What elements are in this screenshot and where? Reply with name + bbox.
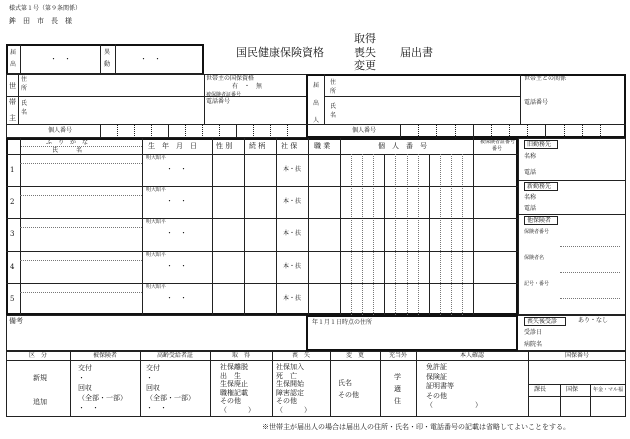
- filer-label: 届: [313, 82, 320, 89]
- householder-nhi-options[interactable]: 有 ・ 無: [232, 83, 263, 90]
- row-insurance-option[interactable]: 本・扶: [283, 294, 302, 302]
- title-option-acquire: 取得: [354, 32, 376, 45]
- hiho-item: ・: [78, 374, 85, 382]
- juutougai-item: 適: [394, 385, 401, 393]
- loss-reason: （ ）: [276, 405, 311, 414]
- change-date-input[interactable]: ・ ・: [140, 55, 161, 63]
- office-header: 高齢受給者証: [156, 352, 193, 359]
- id-check-item: 保険証: [426, 372, 447, 381]
- loss-reason: その他: [276, 397, 297, 405]
- korei-item: 交付: [146, 364, 160, 372]
- loss-reason: 死 亡: [276, 371, 297, 380]
- row-dob-input[interactable]: ・ ・: [166, 229, 187, 238]
- office-header: 喪 失: [291, 352, 310, 359]
- hiho-item: （全部・一部）: [78, 394, 127, 402]
- hiho-item: 交付: [78, 364, 92, 372]
- row-number: 5: [10, 294, 15, 303]
- col-furigana: ふ り が な: [46, 139, 89, 146]
- hiho-item: ・ ・: [78, 404, 99, 412]
- kubun-add: 追加: [33, 398, 47, 406]
- change-reason: 氏名: [338, 379, 352, 387]
- post-loss-visit-options[interactable]: あり・なし: [578, 317, 609, 324]
- id-check-item: （ ）: [426, 401, 482, 409]
- row-dob-input[interactable]: ・ ・: [166, 197, 187, 206]
- col-insurance: 社 保: [281, 142, 298, 150]
- juutougai-item: 住: [394, 397, 401, 405]
- filed-label: 届: [10, 49, 17, 56]
- title-suffix: 届出書: [400, 46, 433, 59]
- row-name-input[interactable]: [21, 261, 141, 282]
- row-insurance-option[interactable]: 本・扶: [283, 230, 302, 238]
- addressee: 鉾 田 市 長 様: [9, 17, 72, 25]
- post-loss-visit-label: 喪失後受診: [524, 317, 566, 326]
- old-employer-label: 旧勤務先: [524, 140, 558, 149]
- row-era: 明大昭平: [146, 283, 167, 290]
- row-name-input[interactable]: [21, 228, 141, 249]
- row-number: 3: [10, 230, 15, 239]
- row-number: 4: [10, 262, 15, 271]
- acquire-reason: （ ）: [220, 405, 255, 414]
- id-check-item: 証明書等: [426, 382, 454, 390]
- id-check-item: その他: [426, 391, 447, 400]
- change-reason: その他: [338, 391, 359, 399]
- acquire-reason: 職権記載: [220, 388, 248, 397]
- householder-phone-label: 電話番号: [206, 98, 231, 105]
- col-name: 氏 名: [52, 147, 83, 154]
- householder-address-label: 住: [21, 76, 28, 83]
- hiho-item: 回収: [78, 384, 92, 392]
- row-dob-input[interactable]: ・ ・: [166, 261, 187, 270]
- filed-date-input[interactable]: ・ ・: [50, 55, 71, 63]
- filer-name-label: 氏: [330, 103, 337, 110]
- row-name-input[interactable]: [21, 196, 141, 217]
- col-kojin: 個 人 番 号: [378, 142, 427, 150]
- row-dob-input[interactable]: ・ ・: [166, 165, 187, 173]
- loss-reason: 社保加入: [276, 363, 304, 371]
- householder-name-label: 氏: [21, 100, 28, 107]
- change-label: 異: [104, 49, 111, 56]
- korei-item: ・: [146, 374, 153, 382]
- title-option-change: 変更: [354, 59, 376, 72]
- other-insurer-label: 他保険者: [524, 216, 558, 225]
- office-header: 取 得: [231, 352, 250, 359]
- new-employer-label: 新勤務先: [524, 182, 558, 191]
- juutougai-item: 学: [394, 373, 401, 381]
- office-header: 被保険者: [92, 352, 117, 359]
- kubun-new: 新規: [33, 374, 47, 382]
- form-title: 国民健康保険資格: [236, 46, 324, 59]
- acquire-reason: 社保離脱: [220, 363, 248, 371]
- filer-kojin-label: 個人番号: [352, 127, 377, 134]
- title-option-lose: 喪失: [354, 46, 376, 59]
- row-name-input[interactable]: [21, 164, 141, 185]
- loss-reason: 生保開始: [276, 380, 304, 388]
- row-dob-input[interactable]: ・ ・: [166, 293, 187, 302]
- footnote: ※世帯主が届出人の場合は届出人の住所・氏名・印・電話番号の記載は省略してよいことをする。: [262, 423, 570, 431]
- loss-reason: 障害認定: [276, 388, 304, 397]
- korei-item: （全部・一部）: [146, 394, 195, 402]
- id-check-item: 免許証: [426, 363, 447, 371]
- householder-nhi-question: 世帯主の国保資格: [206, 75, 255, 82]
- office-chief-label: 課長: [534, 386, 547, 393]
- filer-phone-label: 電話番号: [524, 99, 549, 106]
- row-era: 明大昭平: [146, 219, 167, 226]
- office-header: 変 更: [345, 352, 364, 359]
- row-insurance-option[interactable]: 本・扶: [283, 198, 302, 206]
- row-number: 1: [10, 166, 15, 174]
- col-occupation: 職 業: [314, 142, 331, 150]
- remarks-label: 備考: [9, 317, 23, 325]
- row-insurance-option[interactable]: 本・扶: [283, 166, 302, 173]
- householder-label: 世: [9, 82, 16, 90]
- row-insurance-option[interactable]: 本・扶: [283, 262, 302, 270]
- form-number: 様式第１号（第９条関係）: [9, 5, 82, 12]
- office-header: 国保番号: [564, 352, 589, 359]
- col-insured-no: 被保険者証番号: [480, 139, 516, 145]
- row-era: 明大昭平: [146, 187, 167, 194]
- acquire-reason: その他: [220, 397, 241, 405]
- korei-item: 回収: [146, 384, 160, 392]
- acquire-reason: 生保廃止: [220, 380, 248, 388]
- householder-kojin-label: 個人番号: [48, 127, 73, 134]
- row-era: 明大昭平: [146, 155, 167, 161]
- office-header: 区 分: [28, 352, 47, 359]
- jan1-address-label: 年１月１日時点の住所: [312, 319, 373, 326]
- row-era: 明大昭平: [146, 251, 167, 258]
- row-name-input[interactable]: [21, 293, 141, 314]
- filer-address-label: 住: [330, 79, 337, 86]
- korei-item: ・ ・: [146, 404, 167, 412]
- row-number: 2: [10, 198, 15, 207]
- col-relation: 続 柄: [249, 142, 266, 150]
- col-sex: 性 別: [216, 142, 233, 150]
- office-kokuho-label: 国保: [566, 386, 579, 393]
- office-header: 本人確認: [459, 352, 484, 359]
- office-pension-label: 年金・マル福: [593, 387, 624, 393]
- col-dob: 生 年 月 日: [148, 142, 197, 150]
- acquire-reason: 出 生: [220, 371, 241, 380]
- office-header: 充当外: [388, 352, 407, 359]
- filer-relation-label: 世帯主との関係: [524, 75, 567, 82]
